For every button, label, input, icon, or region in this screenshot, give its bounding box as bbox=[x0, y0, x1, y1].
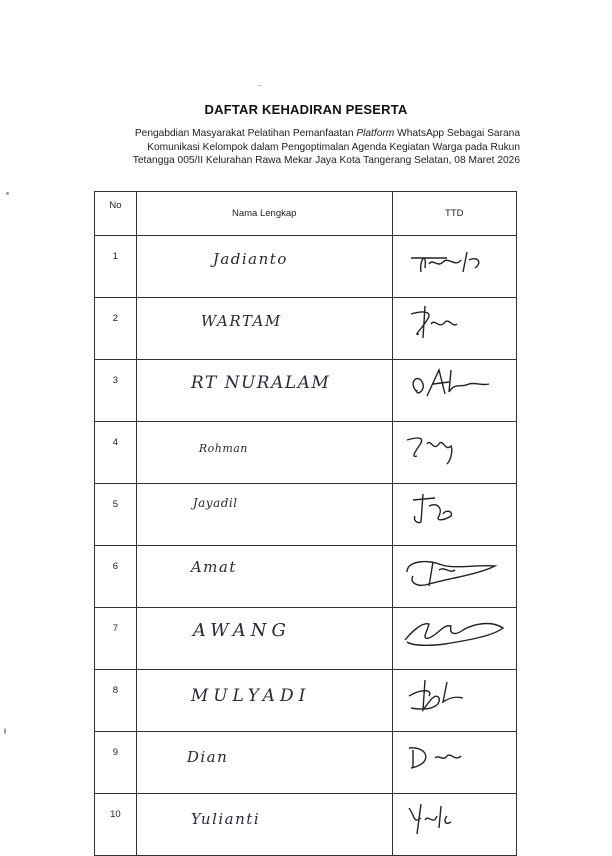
header-signature: TTD bbox=[392, 192, 516, 236]
document-description bbox=[88, 127, 520, 168]
row-number: 2 bbox=[95, 298, 137, 360]
signature-cell bbox=[392, 422, 516, 484]
name-cell bbox=[136, 546, 392, 608]
table-row bbox=[95, 670, 517, 732]
name-cell bbox=[136, 422, 392, 484]
row-number: 4 bbox=[95, 422, 137, 484]
row-number: 6 bbox=[95, 546, 137, 608]
name-cell bbox=[136, 732, 392, 794]
handwritten-name: AWANG bbox=[192, 620, 291, 641]
name-cell bbox=[136, 608, 392, 670]
table-row bbox=[95, 422, 517, 484]
name-cell bbox=[136, 236, 392, 298]
table-row bbox=[95, 360, 517, 422]
name-cell bbox=[136, 360, 392, 422]
description-line-3: Tetangga 005/II Kelurahan Rawa Mekar Jaya Kota Tangerang Selatan, 08 Maret 2026 bbox=[132, 155, 520, 167]
handwritten-name: RT NURALAM bbox=[190, 373, 331, 393]
signature-cell bbox=[392, 670, 516, 732]
handwritten-name: Yulianti bbox=[190, 810, 261, 828]
table-row bbox=[95, 794, 517, 856]
description-line-1 bbox=[88, 127, 520, 141]
signature-cell bbox=[392, 484, 516, 546]
signature-cell bbox=[392, 608, 516, 670]
description-text: WhatsApp Sebagai Sarana bbox=[394, 128, 520, 139]
table-row bbox=[95, 298, 517, 360]
table-row bbox=[95, 608, 517, 670]
description-italic-text: Platform bbox=[356, 128, 395, 139]
name-cell bbox=[136, 298, 392, 360]
row-number: 3 bbox=[95, 360, 137, 422]
signature-image bbox=[399, 548, 509, 590]
handwritten-name: Dian bbox=[186, 748, 229, 766]
handwritten-name: Jadianto bbox=[212, 250, 288, 268]
signature-image bbox=[399, 796, 509, 838]
scan-speck bbox=[6, 192, 9, 195]
row-number: 7 bbox=[95, 608, 137, 670]
signature-image bbox=[399, 362, 509, 404]
table-row bbox=[95, 732, 517, 794]
handwritten-name: Amat bbox=[190, 558, 237, 576]
signature-image bbox=[399, 734, 509, 776]
table-row bbox=[95, 236, 517, 298]
signature-image bbox=[399, 424, 509, 466]
header-no: No bbox=[95, 192, 137, 236]
signature-cell bbox=[392, 298, 516, 360]
header-name: Nama Lengkap bbox=[136, 192, 392, 236]
name-cell bbox=[136, 794, 392, 856]
scan-speck bbox=[4, 728, 6, 734]
signature-cell bbox=[392, 732, 516, 794]
signature-cell bbox=[392, 236, 516, 298]
document-title: DAFTAR KEHADIRAN PESERTA bbox=[204, 102, 408, 117]
row-number: 5 bbox=[95, 484, 137, 546]
handwritten-name: WARTAM bbox=[200, 312, 282, 330]
attendance-table bbox=[94, 191, 517, 856]
signature-cell bbox=[392, 360, 516, 422]
table-row bbox=[95, 484, 517, 546]
handwritten-name: Jayadil bbox=[192, 496, 238, 510]
signature-image bbox=[399, 238, 509, 280]
signature-image bbox=[399, 672, 509, 714]
signature-image bbox=[399, 486, 509, 528]
row-number: 1 bbox=[95, 236, 137, 298]
name-cell bbox=[136, 484, 392, 546]
signature-cell bbox=[392, 794, 516, 856]
description-text: Pengabdian Masyarakat Pelatihan Pemanfaatan bbox=[134, 128, 357, 139]
handwritten-name: MULYADI bbox=[190, 686, 311, 706]
signature-image bbox=[399, 300, 509, 342]
handwritten-name: Rohman bbox=[198, 442, 248, 455]
table-row bbox=[95, 546, 517, 608]
row-number: 8 bbox=[95, 670, 137, 732]
name-cell bbox=[136, 670, 392, 732]
row-number: 10 bbox=[95, 794, 137, 856]
scan-speck bbox=[258, 85, 261, 86]
description-line-2: Komunikasi Kelompok dalam Pengoptimalan Agenda Kegiatan Warga pada Rukun bbox=[147, 141, 520, 153]
table-header-row bbox=[95, 192, 517, 236]
row-number: 9 bbox=[95, 732, 137, 794]
signature-image bbox=[399, 610, 509, 652]
signature-cell bbox=[392, 546, 516, 608]
